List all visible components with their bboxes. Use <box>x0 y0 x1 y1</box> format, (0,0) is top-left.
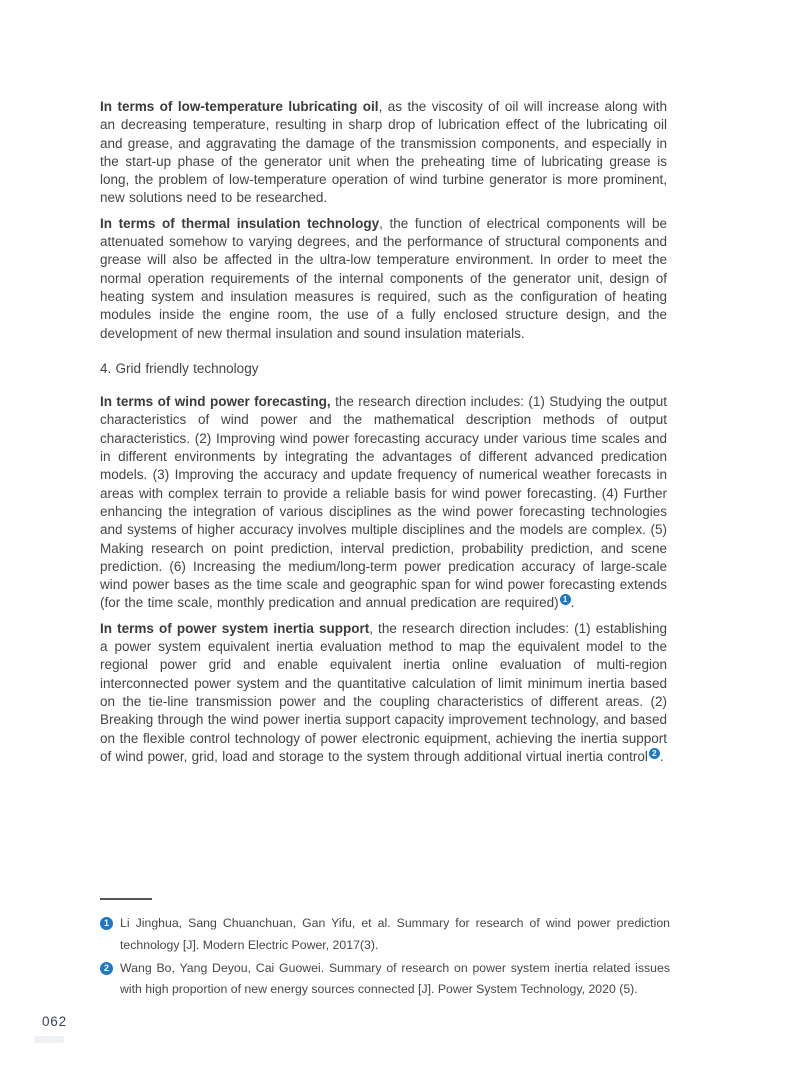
footnotes-section <box>100 898 670 1002</box>
page-number: 062 <box>42 1014 67 1029</box>
footnote-marker-2-icon: 2 <box>100 962 113 975</box>
paragraph-lead-bold: In terms of thermal insulation technology <box>100 215 380 231</box>
paragraph-lead-bold: In terms of low-temperature lubricating oil <box>100 99 379 114</box>
paragraph-wind-power-forecasting <box>100 393 667 613</box>
paragraph-lead-bold: In terms of power system inertia support <box>100 620 370 636</box>
paragraph-body-text: the research direction includes: (1) Studying the output characteristics of wind power and the mathematical description methods of output characteristics. (2) Improving wind power forecasting accuracy under various time scales and in different environments by integrating the advantages of different advanced predication models. (3) Improving the accuracy and update frequency of numerical weather forecasts in areas with complex terrain to provide a reliable basis for wind power forecasting. (4) Further enhancing the integration of various disciplines as the wind power forecasting technologies and systems of higher accuracy involves multiple disciplines and the models are complex. (5) Making research on point prediction, interval prediction, probability prediction, and scene prediction. (6) Increasing the medium/long-term power predication accuracy of large-scale wind power bases as the time scale and geographic span for wind power forecasting extends (for the time scale, monthly predication and annual predication are required) <box>100 394 667 611</box>
section-heading-grid-friendly-technology: 4. Grid friendly technology <box>100 360 259 376</box>
footnote-ref-2-icon[interactable]: 2 <box>649 748 660 759</box>
paragraph-low-temperature-lubricating-oil <box>100 98 667 208</box>
page-body-text <box>100 98 667 773</box>
paragraph-body-text: , the function of electrical components will be attenuated somehow to varying degrees, and the performance of structural components and grease will also be affected in the ultra-low temperature environment. In order to meet the normal operation requirements of the internal components of the generator unit, design of heating system and insulation measures is required, such as the configuration of heating modules inside the engine room, the use of a fully enclosed structure design, and the development of new thermal insulation and sound insulation materials. <box>100 215 668 341</box>
paragraph-power-system-inertia-support <box>100 620 667 766</box>
paragraph-body-text: , as the viscosity of oil will increase along with an decreasing temperature, resulting in sharp drop of lubrication effect of the lubricating oil and grease, and aggravating the damage of the transmission components, and especially in the start-up phase of the generator unit when the preheating time of lubricating grease is long, the problem of low-temperature operation of wind turbine generator is more prominent, new solutions need to be researched. <box>100 99 668 206</box>
footnote-item-1 <box>100 913 670 957</box>
footnote-divider <box>100 898 152 900</box>
footnote-ref-1-icon[interactable]: 1 <box>560 594 571 605</box>
paragraph-tail-text: . <box>659 748 664 764</box>
page-curl-mark <box>34 1036 64 1043</box>
paragraph-body-text: , the research direction includes: (1) establishing a power system equivalent inertia evaluation method to map the equivalent model to the regional power grid and enable equivalent inertia online evaluation of multi-region interconnected power system and the quantitative calculation of limit minimum inertia based on the tie-line transmission power and the coupling characteristics of different areas. (2) Breaking through the wind power inertia support capacity improvement technology, and based on the flexible control technology of power electronic equipment, achieving the inertia support of wind power, grid, load and storage to the system through additional virtual inertia control <box>100 620 667 764</box>
footnote-text: Wang Bo, Yang Deyou, Cai Guowei. Summary of research on power system inertia related issues with high proportion of new energy sources connected [J]. Power System Technology, 2020 (5). <box>120 960 670 997</box>
paragraph-thermal-insulation <box>100 215 667 343</box>
footnote-item-2 <box>100 958 670 1002</box>
paragraph-lead-bold: In terms of wind power forecasting, <box>100 394 331 410</box>
paragraph-tail-text: . <box>570 595 575 611</box>
footnote-marker-1-icon: 1 <box>100 917 113 930</box>
footnote-text: Li Jinghua, Sang Chuanchuan, Gan Yifu, et al. Summary for research of wind power prediction technology [J]. Modern Electric Power, 2017(3). <box>120 916 670 952</box>
